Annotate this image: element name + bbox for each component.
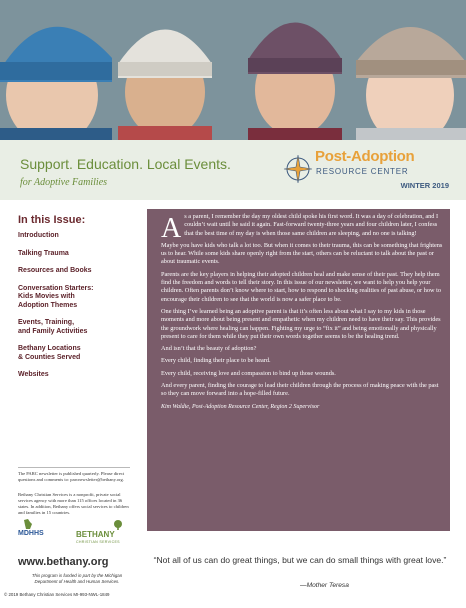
michigan-icon xyxy=(22,518,34,530)
issue-date: WINTER 2019 xyxy=(400,181,449,190)
toc-item-locations[interactable]: Bethany Locations & Counties Served xyxy=(18,345,81,361)
article-paragraph-2: Maybe you have kids who talk a lot too. But when it comes to their trauma, this can be something that frightens us to hear. While some kids share openly right from the start, others can be reluctant to talk about the past or about traumatic events. xyxy=(161,241,443,266)
article-paragraph-4: One thing I’ve learned being an adoptive parent is that it’s often less about what I say to my kids in those moments and more about being present and empathetic when my children need to have their say. This provides the groundwork where healing can happen. Fighting my urge to “fix it” and being emotionally and physically present to care for them while they put their own words together seems to be the healing trend. xyxy=(161,307,441,340)
agency-note: Bethany Christian Services is a nonprofit, private social services agency with more than 115 offices located in 36 states. In addition, Bethany offers social services to children and families in 15 countries. xyxy=(18,492,129,515)
tagline-subtitle: for Adoptive Families xyxy=(20,177,108,188)
pull-quote: “Not all of us can do great things, but we can do small things with great love.” xyxy=(153,555,447,565)
bethany-logo-subtitle: CHRISTIAN SERVICES xyxy=(76,540,120,544)
toc-item-conversation-starters[interactable]: Conversation Starters: Kids Movies with Adoption Themes xyxy=(18,284,94,309)
article-signature: Kim Waldie, Post-Adoption Resource Center, Region 2 Supervisor xyxy=(161,403,320,410)
article-paragraph-6: Every child, finding their place to be heard. xyxy=(161,357,271,365)
tree-icon xyxy=(113,520,123,530)
bethany-logo: BETHANY xyxy=(76,530,115,539)
contents-heading: In this Issue: xyxy=(18,214,86,226)
compass-star-icon xyxy=(283,154,313,184)
sidebar-divider xyxy=(18,467,130,468)
article-paragraph-1 xyxy=(161,213,443,244)
quote-attribution: —Mother Teresa xyxy=(300,582,349,589)
toc-item-talking-trauma[interactable]: Talking Trauma xyxy=(18,249,69,257)
hero-photo xyxy=(0,0,466,140)
article-paragraph-1-text: s a parent, I remember the day my oldest child spoke his first word. It was a day of celebration, and I couldn’t wait until he said it again. Fast-forward twenty-three years and four children later, I confess that the best time of my day is when those same children are sleeping, and no one is talking! xyxy=(184,213,439,237)
funding-note: This program is funded in part by the Michigan Department of Health and Human Services. xyxy=(31,573,123,584)
parc-logo xyxy=(283,148,453,194)
drop-cap: A xyxy=(161,213,182,244)
newsletter-note: The PARC newsletter is published quarterly. Please direct questions and comments to: parcnewsletter@bethany.org. xyxy=(18,471,125,482)
article-paragraph-5: And isn’t that the beauty of adoption? xyxy=(161,345,257,353)
intro-article xyxy=(147,209,450,531)
logo-subtitle: RESOURCE CENTER xyxy=(316,167,409,176)
article-paragraph-7: Every child, receiving love and compassion to bind up those wounds. xyxy=(161,369,336,377)
website-link[interactable]: www.bethany.org xyxy=(18,556,109,568)
toc-item-events[interactable]: Events, Training, and Family Activities xyxy=(18,319,88,335)
tagline-title: Support. Education. Local Events. xyxy=(20,156,231,172)
article-paragraph-8: And every parent, finding the courage to lead their children through the process of making peace with the past so they can move forward into a hope-filled future. xyxy=(161,382,439,398)
toc-item-websites[interactable]: Websites xyxy=(18,371,49,378)
hero-illustration xyxy=(0,0,466,140)
toc-item-introduction[interactable]: Introduction xyxy=(18,232,59,239)
toc-item-resources-books[interactable]: Resources and Books xyxy=(18,267,92,274)
partner-logos xyxy=(18,526,130,550)
logo-wordmark: Post-Adoption xyxy=(315,148,415,165)
article-paragraph-3: Parents are the key players in helping their adopted children heal and make sense of their past. They help them find the freedom and words to tell their story. In this issue of our newsletter, we want to help you help your children. Often parents don’t know where to start, how to respond to shocking realities of past abuse, or how to encourage their children to see that the world is now a safer place to be. xyxy=(161,270,442,303)
issue-contents xyxy=(18,214,130,389)
mdhhs-logo: MDHHS xyxy=(18,530,44,537)
copyright-line: © 2019 Bethany Christian Services MI-993-NWL-1849 xyxy=(4,592,110,597)
